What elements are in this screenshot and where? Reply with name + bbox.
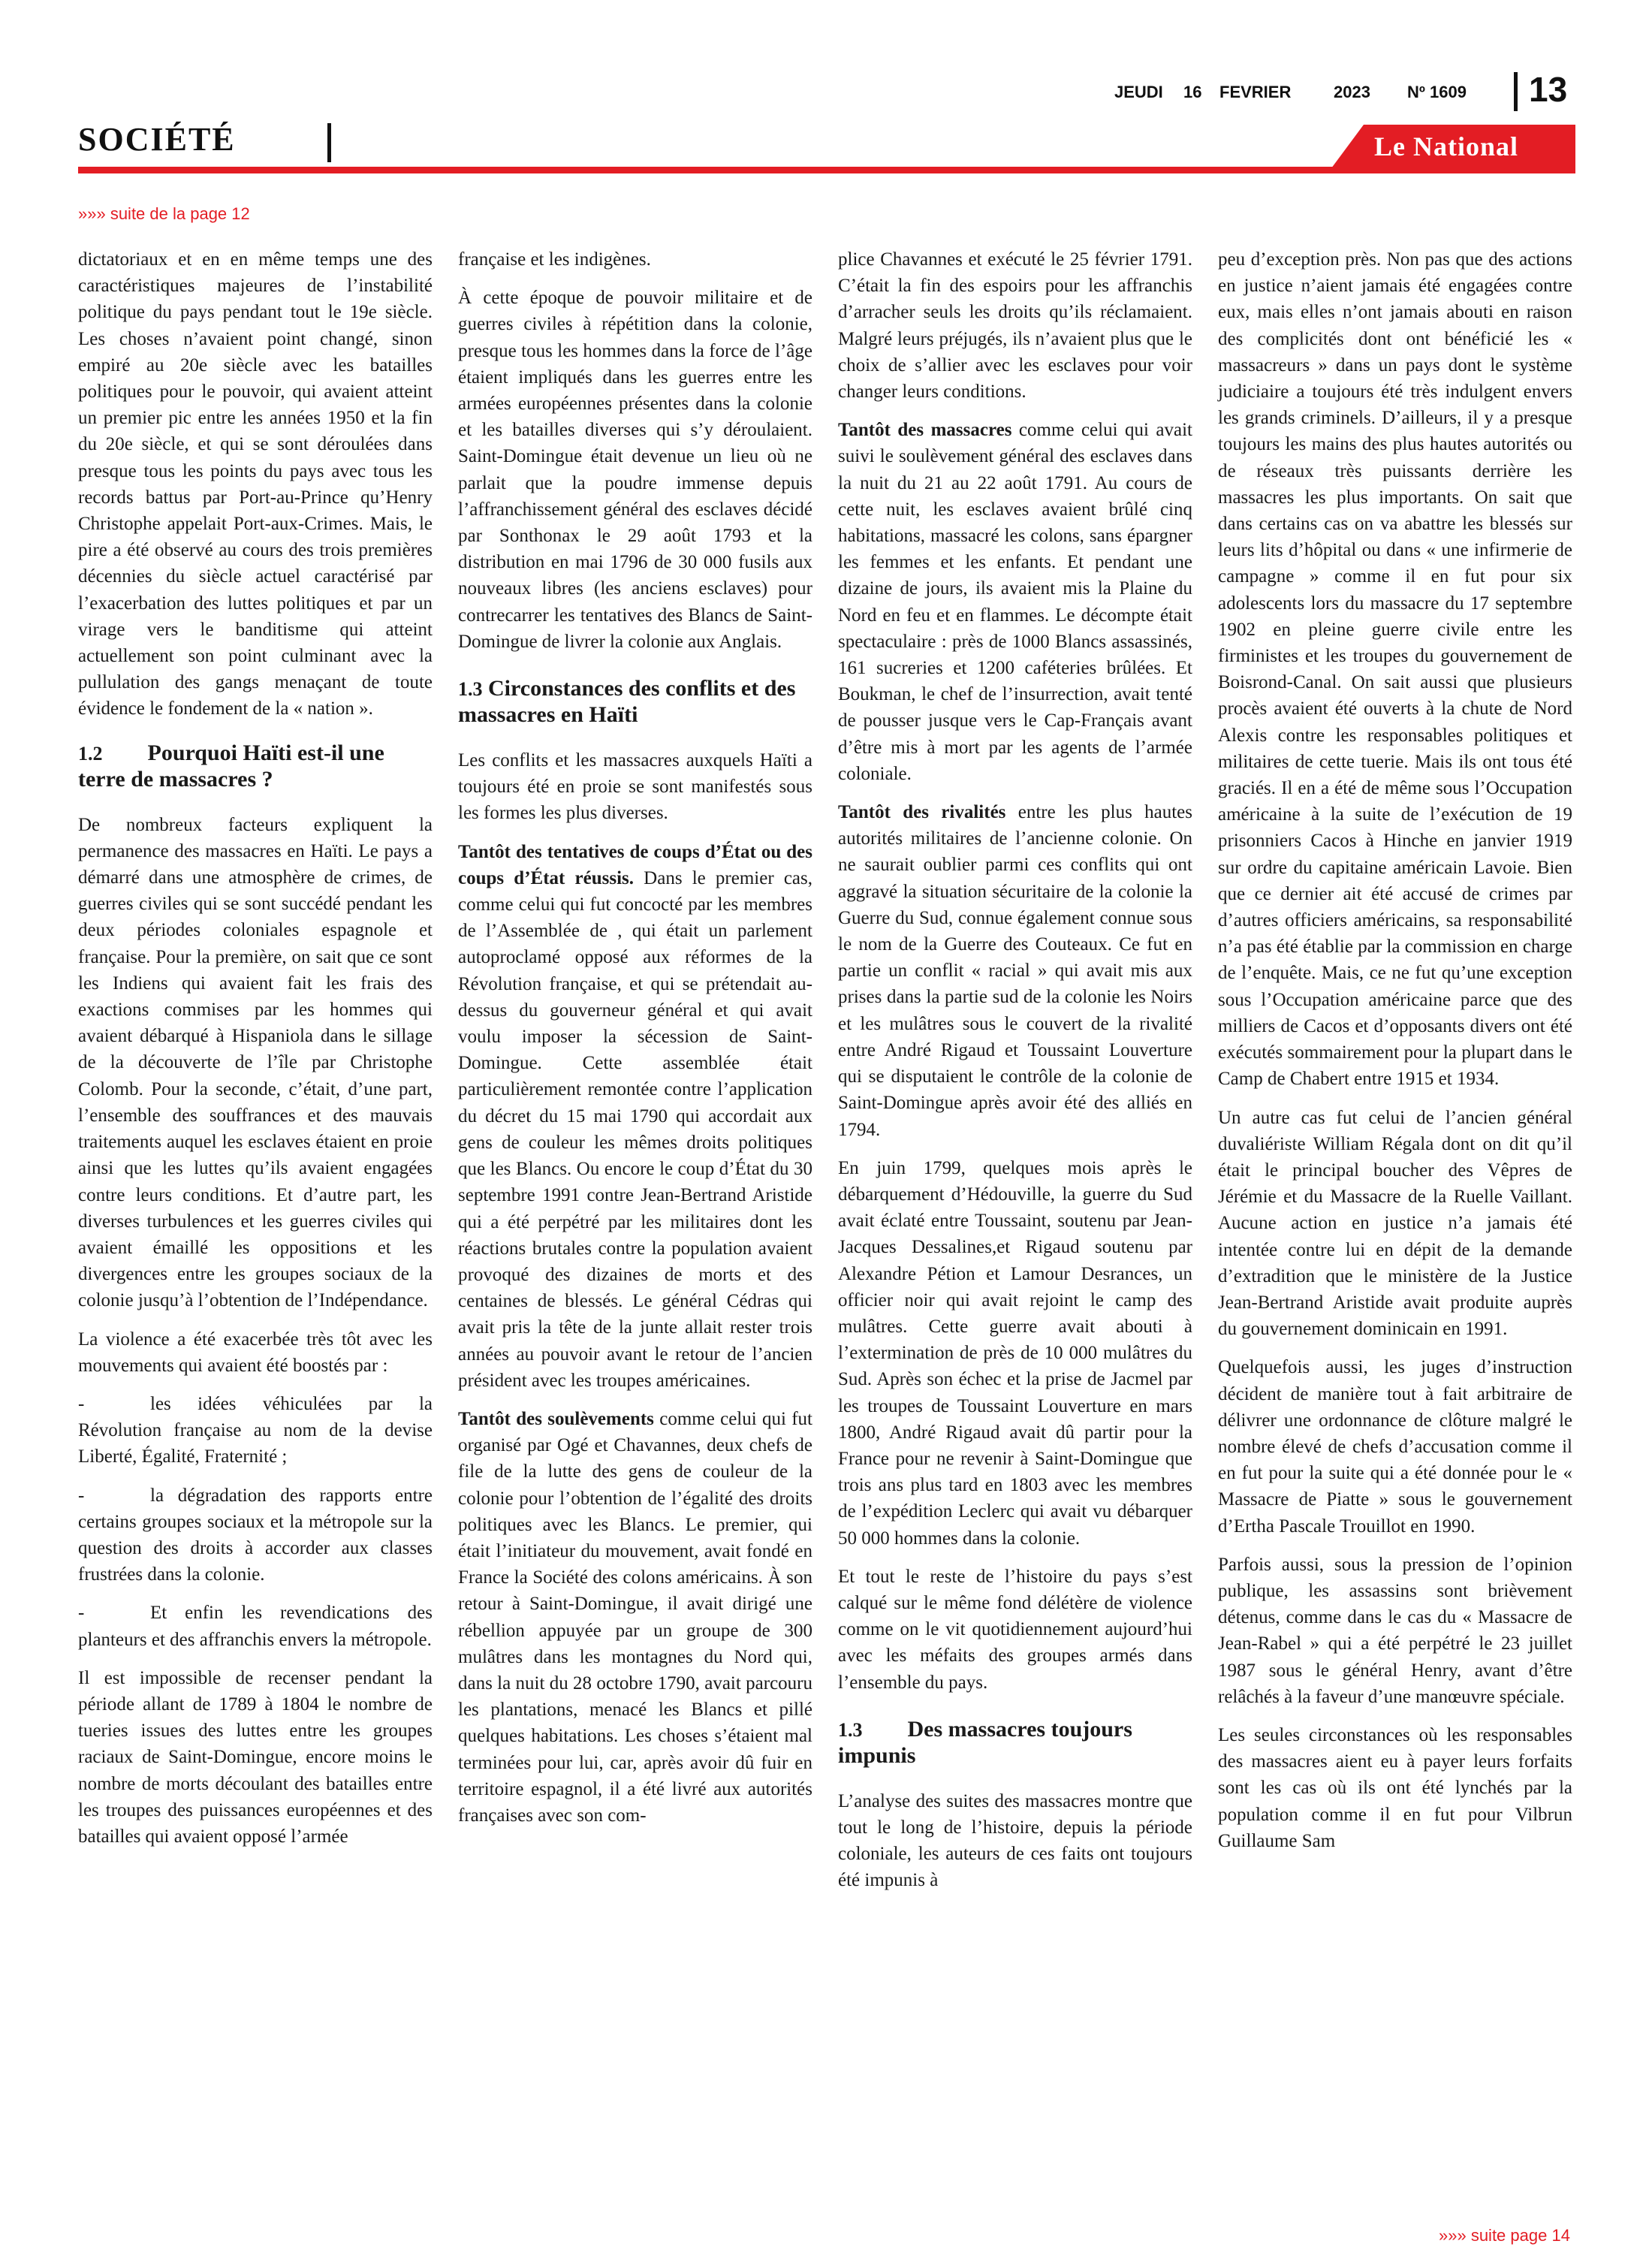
article-column-2 bbox=[458, 246, 812, 1841]
brand-name: Le National bbox=[1374, 131, 1519, 161]
paragraph: plice Chavannes et exécuté le 25 février 1791. C’était la fin des espoirs pour les affranchis d’arracher seuls les droits qu’ils réclamaient. Malgré leurs préjugés, ils n’avaient plus que le choix de s’allier avec les esclaves pour voir changer leurs conditions. bbox=[838, 249, 1192, 403]
heading-number: 1.2 bbox=[78, 742, 103, 765]
issue-day: JEUDI bbox=[1114, 83, 1163, 101]
paragraph: L’analyse des suites des massacres montre que tout le long de l’histoire, depuis la période coloniale, les auteurs de ces faits ont toujours été impunis à bbox=[838, 1790, 1192, 1891]
paragraph bbox=[458, 1406, 812, 1829]
section-title: SOCIÉTÉ bbox=[78, 121, 236, 158]
continued-from-link[interactable]: »»» suite de la page 12 bbox=[78, 204, 250, 223]
paragraph: À cette époque de pouvoir militaire et de guerres civiles à répétition dans la colonie, presque tous les hommes dans la force de l’âge étaient impliqués dans les guerres entre les armées européennes présentes dans la colonie et les batailles diverses qui s’y déroulaient. Saint-Domingue était devenue un lieu où ne parlait que la poudre immense depuis l’affranchissement général des esclaves décidé par Sonthonax le 29 août 1793 et la distribution en mai 1796 de 30 000 fusils aux nouveaux libres (les anciens esclaves) pour contrecarrer les tentatives des Blancs de Saint-Domingue de livrer la colonie aux Anglais. bbox=[458, 288, 812, 652]
list-item bbox=[78, 1482, 433, 1588]
paragraph: française et les indigènes. bbox=[458, 249, 651, 270]
paragraph: Les conflits et les massacres auxquels Haïti a toujours été en proie se sont manifestés sous les formes les plus diverses. bbox=[458, 750, 812, 824]
page-number-divider bbox=[1514, 72, 1518, 111]
section-heading bbox=[78, 740, 433, 792]
paragraph: peu d’exception près. Non pas que des actions en justice n’aient jamais été engagées contre eux, mais elles n’ont jamais abouti en raison des complicités dont ont bénéficié les « massacreurs » dans un pays dont le système judiciaire a toujours été très indulgent envers les grands criminels. D’ailleurs, il y a presque toujours les mains des plus hautes autorités ou de réseaux très puissants derrière les massacres les plus importants. On sait que dans certains cas on va abattre les blessés sur leurs lits d’hôpital ou dans « une infirmerie de campagne » comme il en fut pour six adolescents lors du massacre du 17 septembre 1902 en pleine guerre civile entre les firministes et les troupes du gouvernement de Boisrond-Canal. On sait aussi que plusieurs procès avaient été ouverts à la chute de Nord Alexis contre les responsables politiques et militaires de cette tuerie. Mais ils ont tous été graciés. Il en a été de même sous l’Occupation américaine à la suite de l’exécution de 19 prisonniers Cacos à Hinche en janvier 1919 sur ordre du capitaine américain Lavoie. Bien que ce dernier ait été accusé de crimes par d’autres officiers américains, sa responsabilité n’a pas été établie par la commission en charge de l’enquête. Mais, ce ne fut qu’une exception sous l’Occupation américaine parce que des milliers de Cacos et d’opposants divers ont été exécutés sommairement pour la plupart dans le Camp de Chabert entre 1915 et 1934. bbox=[1218, 249, 1572, 1090]
list-item-text: Et enfin les revendications des planteurs et des affranchis envers la métropole. bbox=[78, 1603, 433, 1650]
paragraph: Il est impossible de recenser pendant la période allant de 1789 à 1804 le nombre de tueries issues des luttes entre les groupes raciaux de Saint-Domingue, encore moins le nombre de morts découlant des batailles entre les troupes des puissances européennes et des batailles qui avaient opposé l’armée bbox=[78, 1667, 433, 1847]
list-item bbox=[78, 1600, 433, 1652]
paragraph: Quelquefois aussi, les juges d’instruction décident de manière tout à fait arbitraire de délivrer une ordonnance de clôture malgré le nombre élevé de chefs d’accusation comme il en fut pour la suite qui a été donnée pour le « Massacre de Piatte » sous le gouvernement d’Ertha Pascale Trouillot en 1990. bbox=[1218, 1357, 1572, 1537]
lead-in: Tantôt des tentatives de coups d’État ou des coups d’État réussis. bbox=[458, 841, 812, 888]
section-heading bbox=[458, 676, 812, 728]
list-dash: - bbox=[78, 1603, 85, 1624]
paragraph: Parfois aussi, sous la pression de l’opinion publique, les assassins sont brièvement détenus, comme dans le cas du « Massacre de Jean-Rabel » qui a été perpétré le 23 juillet 1987 sous le général Henry, avant d’être relâchés à la faveur d’une manœuvre spéciale. bbox=[1218, 1554, 1572, 1707]
heading-text: Circonstances des conflits et des massacres en Haïti bbox=[458, 676, 796, 728]
paragraph: La violence a été exacerbée très tôt avec les mouvements qui avaient été boostés par : bbox=[78, 1329, 433, 1376]
heading-text: Pourquoi Haïti est-il une terre de massacres ? bbox=[78, 740, 384, 792]
issue-number: Nº 1609 bbox=[1407, 83, 1467, 101]
issue-month: FEVRIER bbox=[1219, 83, 1292, 101]
article-column-3 bbox=[838, 246, 1192, 1906]
paragraph-body: Dans le premier cas, comme celui qui fut concocté par les membres de l’Assemblée de , qui était un parlement autoproclamé opposé aux réformes de la Révolution française, et qui se prétendait au-dessus du gouverneur général et qui avait voulu imposer la sécession de Saint-Domingue. Cette assemblée était particulièrement remontée contre l’application du décret du 15 mai 1790 qui accordait aux gens de couleur les mêmes droits politiques que les Blancs. Ou encore le coup d’État du 30 septembre 1991 contre Jean-Bertrand Aristide qui a été perpétré par les militaires dont les réactions brutales contre la population avaient provoqué des dizaines de morts et des centaines de blessés. Le général Cédras qui avait pris la tête de la junte allait rester trois années au pouvoir avant le retour de l’ancien président avec les troupes américaines. bbox=[458, 867, 812, 1391]
paragraph-body: comme celui qui avait suivi le soulèvement général des esclaves dans la nuit du 21 au 22 août 1791. Au cours de cette nuit, les esclaves avaient brûlé cinq habitations, massacré les colons, sans épargner les femmes et les enfants. Et pendant une dizaine de jours, ils avaient mis la Plaine du Nord en feu et en flammes. Le décompte était spectaculaire : près de 1000 Blancs assassinés, 161 sucreries et 1200 caféteries brûlées. Et Boukman, le chef de l’insurrection, avait tenté de pousser jusque vers le Cap-Français avant d’être mis à mort par les agents de l’armée coloniale. bbox=[838, 420, 1193, 784]
heading-text: Des massacres toujours impunis bbox=[838, 1716, 1132, 1768]
article-column-1 bbox=[78, 246, 433, 1862]
list-item-text: la dégradation des rapports entre certains groupes sociaux et la métropole sur la question des droits à accorder aux classes frustrées dans la colonie. bbox=[78, 1485, 433, 1585]
list-item-text: les idées véhiculées par la Révolution française au nom de la devise Liberté, Égalité, Fraternité ; bbox=[78, 1393, 433, 1467]
page-number: 13 bbox=[1529, 70, 1568, 109]
list-dash: - bbox=[78, 1393, 85, 1414]
paragraph: De nombreux facteurs expliquent la permanence des massacres en Haïti. Le pays a démarré dans une atmosphère de crimes, de guerres civiles qui se sont succédé pendant les deux périodes coloniales espagnole et française. Pour la première, on sait que ce sont les Indiens qui avaient fait les frais des exactions commises par les hommes qui avaient débarqué à Hispaniola dans le sillage de la découverte de l’île par Christophe Colomb. Pour la seconde, c’était, d’une part, l’ensemble des souffrances et des mauvais traitements auquel les esclaves étaient en proie ainsi que les luttes qu’ils avaient engagées contre leurs conditions. Et d’autre part, les diverses turbulences et les guerres civiles qui avaient émaillé les oppositions et les divergences entre les groupes sociaux de la colonie jusqu’à l’obtention de l’Indépendance. bbox=[78, 814, 433, 1311]
paragraph bbox=[838, 799, 1192, 1143]
paragraph: dictatoriaux et en en même temps une des caractéristiques majeures de l’instabilité politique du pays pendant tout le 19e siècle. Les choses n’avaient point changé, sinon empiré au 20e siècle avec les batailles politiques pour le pouvoir, qui avaient atteint un premier pic entre les années 1950 et la fin du 20e siècle, et qui se sont déroulées dans presque tous les points du pays avec tous les records battus par Port-au-Prince qu’Henry Christophe appelait Port-aux-Crimes. Mais, le pire a été observé au cours des trois premières décennies du siècle actuel caractérisé par l’exacerbation des luttes politiques et par un virage vers le banditisme qui atteint actuellement son point culminant avec la pullulation des gangs menaçant de toute évidence le fondement de la « nation ». bbox=[78, 249, 433, 719]
paragraph-body: comme celui qui fut organisé par Ogé et Chavannes, deux chefs de file de la lutte des gens de couleur de la colonie pour l’obtention de l’égalité des droits politiques avec les Blancs. Le premier, qui était l’initiateur du mouvement, avait fondé en France la Société des colons américains. À son retour à Saint-Domingue, il avait dirigé une rébellion appuyée par un groupe de 300 mulâtres dans les montagnes du Nord qui, dans la nuit du 28 octobre 1790, avait parcouru les plantations, menacé les Blancs et pillé quelques habitations. Les choses s’étaient mal terminées pour lui, car, après avoir dû fuir en territoire espagnol, il a été livré aux autorités françaises avec son com- bbox=[458, 1408, 812, 1826]
issue-year: 2023 bbox=[1334, 83, 1370, 101]
heading-number: 1.3 bbox=[838, 1718, 863, 1741]
paragraph: Les seules circonstances où les responsables des massacres aient eu à payer leurs forfaits sont les cas où ils ont été lynchés par la population comme il en fut pour Vilbrun Guillaume Sam bbox=[1218, 1724, 1572, 1851]
article-column-4 bbox=[1218, 246, 1572, 1866]
lead-in: Tantôt des soulèvements bbox=[458, 1408, 654, 1429]
issue-date-number: 16 bbox=[1183, 83, 1202, 101]
lead-in: Tantôt des massacres bbox=[838, 420, 1012, 441]
paragraph bbox=[838, 417, 1192, 787]
paragraph: En juin 1799, quelques mois après le débarquement d’Hédouville, la guerre du Sud avait éclaté entre Toussaint, soutenu par Jean-Jacques Dessalines,et Rigaud soutenu par Alexandre Pétion et Lamour Desrances, un officier noir qui avait rejoint le camp des mulâtres. Cette guerre avait abouti à l’extermination de près de 10 000 mulâtres du Sud. Après son échec et la prise de Jacmel par les troupes de Toussaint Louverture en mars 1800, André Rigaud avait dû partir pour la France pour ne revenir à Saint-Domingue que trois ans plus tard en 1803 avec les membres de l’expédition Leclerc qui avait vu débarquer 50 000 hommes dans la colonie. bbox=[838, 1157, 1192, 1549]
list-item bbox=[78, 1391, 433, 1470]
paragraph-body: entre les plus hautes autorités militaires de l’ancienne colonie. On ne saurait oublier parmi ces conflits qui ont aggravé la situation sécuritaire de la colonie la Guerre du Sud, connue également connue sous le nom de la Guerre des Couteaux. Ce fut en partie un conflit « racial » qui avait mis aux prises dans la partie sud de la colonie les Noirs et les mulâtres sous le couvert de la rivalité entre André Rigaud et Toussaint Louverture qui se disputaient le contrôle de la colonie de Saint-Domingue après avoir été des alliés en 1794. bbox=[838, 802, 1192, 1140]
paragraph bbox=[458, 839, 812, 1394]
continued-to-link[interactable]: »»» suite page 14 bbox=[1439, 2226, 1570, 2245]
lead-in: Tantôt des rivalités bbox=[838, 802, 1006, 823]
section-heading bbox=[838, 1717, 1192, 1769]
paragraph: Et tout le reste de l’histoire du pays s’est calqué sur le même fond délétère de violence comme on le vit quotidiennement aujourd’hui avec les méfaits des groupes armés dans l’ensemble du pays. bbox=[838, 1566, 1192, 1693]
heading-number: 1.3 bbox=[458, 678, 483, 701]
section-divider bbox=[327, 123, 331, 162]
list-dash: - bbox=[78, 1485, 85, 1506]
paragraph: Un autre cas fut celui de l’ancien général duvaliériste William Régala dont on dit qu’il était le principal boucher des Vêpres de Jérémie et du Massacre de la Ruelle Vaillant. Aucune action en justice n’a jamais été intentée contre lui en dépit de la demande d’extradition que le ministère de la Justice Jean-Bertrand Aristide avait produite auprès du gouvernement dominicain en 1991. bbox=[1218, 1107, 1572, 1340]
